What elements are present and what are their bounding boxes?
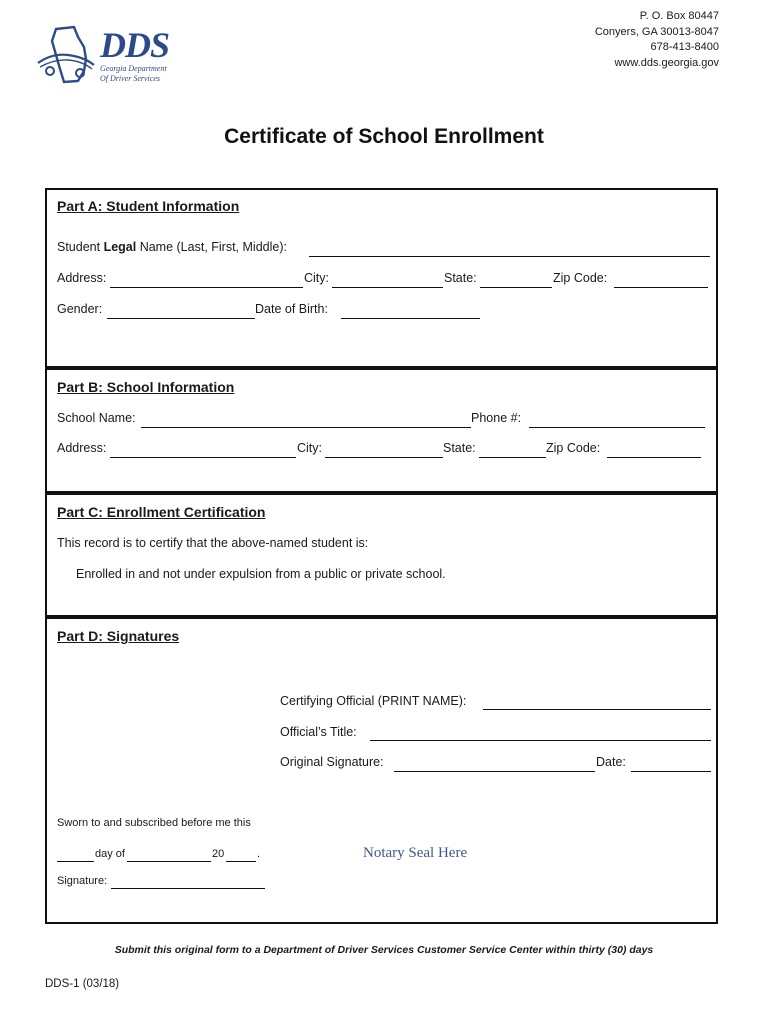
school-name-field[interactable] (141, 427, 471, 428)
official-name-label: Certifying Official (PRINT NAME): (280, 694, 467, 708)
address-line-2: Conyers, GA 30013-8047 (594, 25, 719, 38)
certification-statement: This record is to certify that the above-named student is: (57, 536, 369, 550)
dob-field[interactable] (341, 318, 480, 319)
dds-logo (34, 25, 194, 87)
gender-field[interactable] (107, 318, 255, 319)
school-state-field[interactable] (479, 457, 546, 458)
address-line-1: P. O. Box 80447 (639, 10, 719, 22)
official-title-field[interactable] (370, 740, 711, 741)
student-name-field[interactable] (309, 256, 710, 257)
phone-number: 678-413-8400 (650, 41, 719, 53)
official-name-field[interactable] (483, 709, 711, 710)
signature-label: Original Signature: (280, 755, 384, 769)
student-zip-field[interactable] (614, 287, 708, 288)
student-name-label: Student Legal Name (Last, First, Middle): (57, 240, 287, 254)
signature-field[interactable] (394, 771, 595, 772)
part-b-heading: Part B: School Information (57, 379, 235, 395)
page-title: Certificate of School Enrollment (224, 125, 544, 148)
school-state-label: State: (443, 441, 476, 455)
section-divider (45, 491, 718, 495)
georgia-map-car-icon (34, 25, 98, 85)
sworn-statement: Sworn to and subscribed before me this (57, 817, 251, 829)
student-city-label: City: (304, 271, 329, 285)
notary-signature-label: Signature: (57, 875, 108, 887)
school-city-label: City: (297, 441, 322, 455)
section-divider (45, 615, 718, 619)
dob-label: Date of Birth: (255, 302, 328, 316)
year-prefix: 20 (212, 848, 225, 860)
school-zip-label: Zip Code: (546, 441, 601, 455)
school-name-label: School Name: (57, 411, 136, 425)
website-link[interactable]: www.dds.georgia.gov (614, 56, 719, 69)
day-of-label: day of (95, 848, 125, 860)
signature-date-field[interactable] (631, 771, 711, 772)
signature-date-label: Date: (596, 755, 626, 769)
notary-signature-field[interactable] (111, 888, 265, 889)
school-city-field[interactable] (325, 457, 443, 458)
school-phone-field[interactable] (529, 427, 705, 428)
school-address-label: Address: (57, 441, 107, 455)
agency-address (595, 9, 719, 71)
enrollment-option: Enrolled in and not under expulsion from a public or private school. (76, 567, 446, 581)
notary-day-field[interactable] (57, 861, 94, 862)
student-address-label: Address: (57, 271, 107, 285)
period-mark: . (257, 848, 261, 860)
section-divider (45, 366, 718, 370)
form-frame (45, 188, 718, 924)
submission-note: Submit this original form to a Department of Driver Services Customer Service Center within thirty (30) days (114, 944, 654, 956)
official-title-label: Official’s Title: (280, 725, 357, 739)
student-address-field[interactable] (110, 287, 303, 288)
part-c-heading: Part C: Enrollment Certification (57, 504, 266, 520)
gender-label: Gender: (57, 302, 103, 316)
notary-month-field[interactable] (127, 861, 211, 862)
school-zip-field[interactable] (607, 457, 701, 458)
part-a-heading: Part A: Student Information (57, 198, 240, 214)
student-state-field[interactable] (480, 287, 552, 288)
school-address-field[interactable] (110, 457, 296, 458)
logo-subtitle: Georgia Department Of Driver Services (100, 64, 167, 83)
student-zip-label: Zip Code: (553, 271, 608, 285)
form-number: DDS-1 (03/18) (45, 978, 120, 990)
school-phone-label: Phone #: (471, 411, 522, 425)
logo-title: DDS (100, 25, 170, 65)
part-d-heading: Part D: Signatures (57, 628, 180, 644)
notary-year-field[interactable] (226, 861, 256, 862)
notary-seal-text: Notary Seal Here (363, 845, 468, 861)
student-state-label: State: (444, 271, 477, 285)
student-city-field[interactable] (332, 287, 443, 288)
